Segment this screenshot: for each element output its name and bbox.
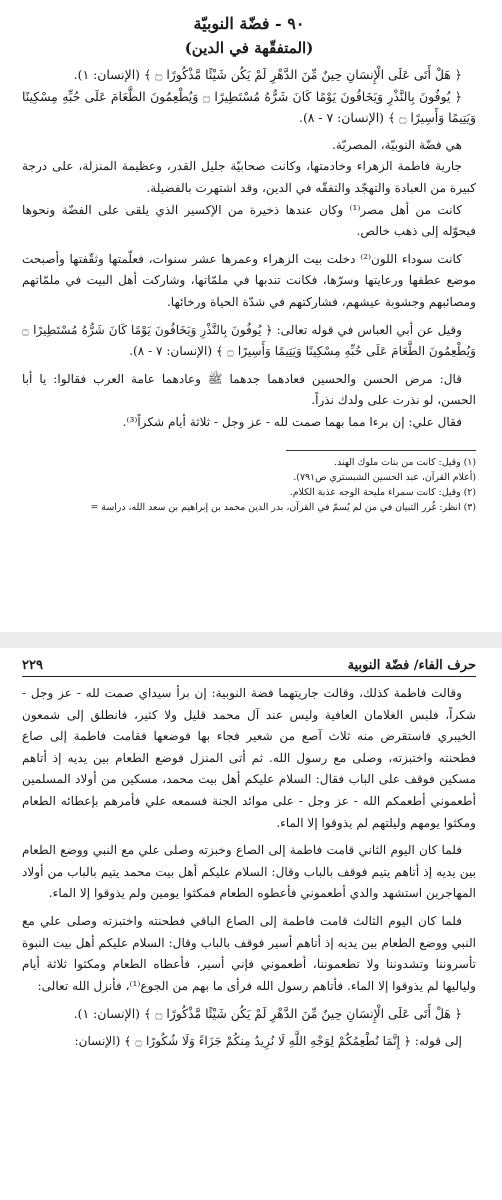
paragraph-abu-abbas: وقيل عن أبي العباس في قوله تعالى: ﴿ يُوفُونَ بِالنَّذْرِ وَيَخَافُونَ يَوْمًا كَانَ شَرُّهُ مُسْتَطِيرًا ۝ وَيُطْعِمُونَ الطَّعَامَ عَلَى حُبِّهِ مِسْكِينًا وَيَتِيمًا وَأَسِيرًا ۝ ﴾ (الإنسان: ٧ - ٨). bbox=[22, 322, 476, 359]
verse-insan-9: إلى قوله: ﴿ إِنَّمَا نُطْعِمُكُمْ لِوَجْهِ اللَّهِ لَا نُرِيدُ مِنكُمْ جَزَاءً وَلَا شُكُورًا ۝ ﴾ (الإنسان: bbox=[74, 1033, 462, 1048]
running-head-title: حرف الفاء/ فضّة النوبية bbox=[347, 658, 476, 673]
footnote-3: (٣) انظر: غُرر التبيان في من لم يُسمّ في القرآن، بدر الدين محمد بن إبراهيم بن سعد الله، دراسة = bbox=[90, 501, 476, 513]
paragraph-illness: قال: مرض الحسن والحسين فعادهما جدهما ﷺ وعادهما عامة العرب فقالوا: يا أبا الحسن، لو نذرت على ولدك نذراً. bbox=[22, 371, 476, 408]
footnote-1: (١) وقيل: كانت من بنات ملوك الهند. bbox=[334, 456, 476, 468]
paragraph-identity: هي فضّة النوبيّة، المصريّة. bbox=[332, 137, 462, 152]
paragraph-day-three: فلما كان اليوم الثالث قامت فاطمة إلى الصاع الباقي فطحنته واختبزته وصلى علي مع النبي ووضع الطعام بين يديه إذ أتاهم أسير فوقف بالباب وقال: السلام عليكم أهل بيت النبوة تأسروننا وتشدوننا ولا تطعموننا، أطعموني فإني أسير، فأعطاه الطعام ومكثوا ثلاثة أيام ولياليها لم يذوقوا إلا الماء. فأتاهم رسول الله فرأى ما بهم من الجوع⁽¹⁾، فأنزل الله تعالى: bbox=[22, 913, 476, 993]
page-gap bbox=[0, 632, 502, 648]
chapter-title: ٩٠ - فضّة النوبيّة bbox=[193, 14, 305, 33]
paragraph-day-two: فلما كان اليوم الثاني قامت فاطمة إلى الصاع وخبزته وصلى علي مع النبي ووضع الطعام بين يديه إذ أتاهم يتيم فوقف بالباب وقال: السلام عليكم أهل بيت محمد يتيم بالباب من أولاد المهاجرين استشهد والدي أطعموني فأعطوه الطعام فمكثوا يومين ولم يذوقوا إلا الماء. bbox=[22, 843, 476, 901]
verse-insan-1: ﴿ هَلْ أَتَى عَلَى الْإِنسَانِ حِينٌ مِّنَ الدَّهْرِ لَمْ يَكُن شَيْئًا مَّذْكُورًا ۝ ﴾ (الإنسان: ١). bbox=[73, 67, 462, 82]
footnote-2: (٢) وقيل: كانت سمراء مليحة الوجه عذبة الكلام. bbox=[289, 486, 476, 498]
paragraph-description: جارية فاطمة الزهراء وخادمتها، وكانت صحابيّة جليل القدر، وعظيمة المنزلة، على درجة كبيرة من العبادة والتهجّد والتفقّه في الدين، وقد اشتهرت بالفضيلة. bbox=[22, 159, 476, 195]
page-number: ٢٢٩ bbox=[22, 658, 43, 673]
footnote-1-source: (أعلام القرآن، عبد الحسين الشبستري ص٧٩١). bbox=[293, 471, 476, 483]
verse-insan-7-8: ﴿ يُوفُونَ بِالنَّذْرِ وَيَخَافُونَ يَوْمًا كَانَ شَرُّهُ مُسْتَطِيرًا ۝ وَيُطْعِمُونَ الطَّعَامَ عَلَى حُبِّهِ مِسْكِينًا وَيَتِيمًا وَأَسِيرًا ۝ ﴾ (الإنسان: ٧ - ٨). bbox=[22, 88, 476, 126]
verse-insan-1-repeat: ﴿ هَلْ أَتَى عَلَى الْإِنسَانِ حِينٌ مِّنَ الدَّهْرِ لَمْ يَكُن شَيْئًا مَّذْكُورًا ۝ ﴾ (الإنسان: ١). bbox=[73, 1006, 462, 1022]
paragraph-origin: كانت من أهل مصر⁽¹⁾ وكان عندها ذخيرة من الإكسير الذي يلقى على الفضّة ونحوها فيحوّله إلى ذهب خالص. bbox=[22, 202, 476, 239]
paragraph-vow: فقال علي: إن برءا مما بهما صمت لله - عز وجل - ثلاثة أيام شكراً⁽³⁾. bbox=[122, 414, 462, 429]
page-lower bbox=[0, 648, 502, 1200]
running-header bbox=[22, 658, 476, 677]
footnote-divider bbox=[286, 450, 476, 451]
paragraph-upbringing: كانت سوداء اللون⁽²⁾ دخلت بيت الزهراء وعمرها عشر سنوات، فعلّمتها وثقّفتها وأصبحت موضع عطفها ورعايتها وسرّها، فكانت تندبها في ملمّاتها، وشاركت أهل البيت في ملمّاتهم ومصائبهم وجشوبة عيشهم، فشاركتهم في شدّة الحياة ورخائها. bbox=[22, 251, 476, 309]
paragraph-day-one: وقالت فاطمة كذلك، وقالت جاريتهما فضة النوبية: إن برأ سيداي صمت لله - عز وجل - شكراً، فلبس الغلامان العافية وليس عند آل محمد قليل ولا كثير، فانطلق إلى شمعون الخيبري فاستقرض منه ثلاث آصع من شعير فجاء بها فوضعها فقامت فاطمة إلى صاع فطحنته واختبزته، وصلى مع رسول الله. ثم أتى المنزل فوضع الطعام بين يديه إذ أتاهم مسكين فوقف على الباب فقال: السلام عليكم أهل بيت محمد، مسكين من أولاد المسلمين أطعموني أطعمكم الله - عز وجل - على موائد الجنة فسمعه علي فأمرهم بإعطائه الطعام ومكثوا يومهم وليلتهم لم يذوقوا إلا الماء. bbox=[22, 686, 476, 830]
chapter-subtitle: (المتفقّهة في الدين) bbox=[184, 39, 314, 57]
